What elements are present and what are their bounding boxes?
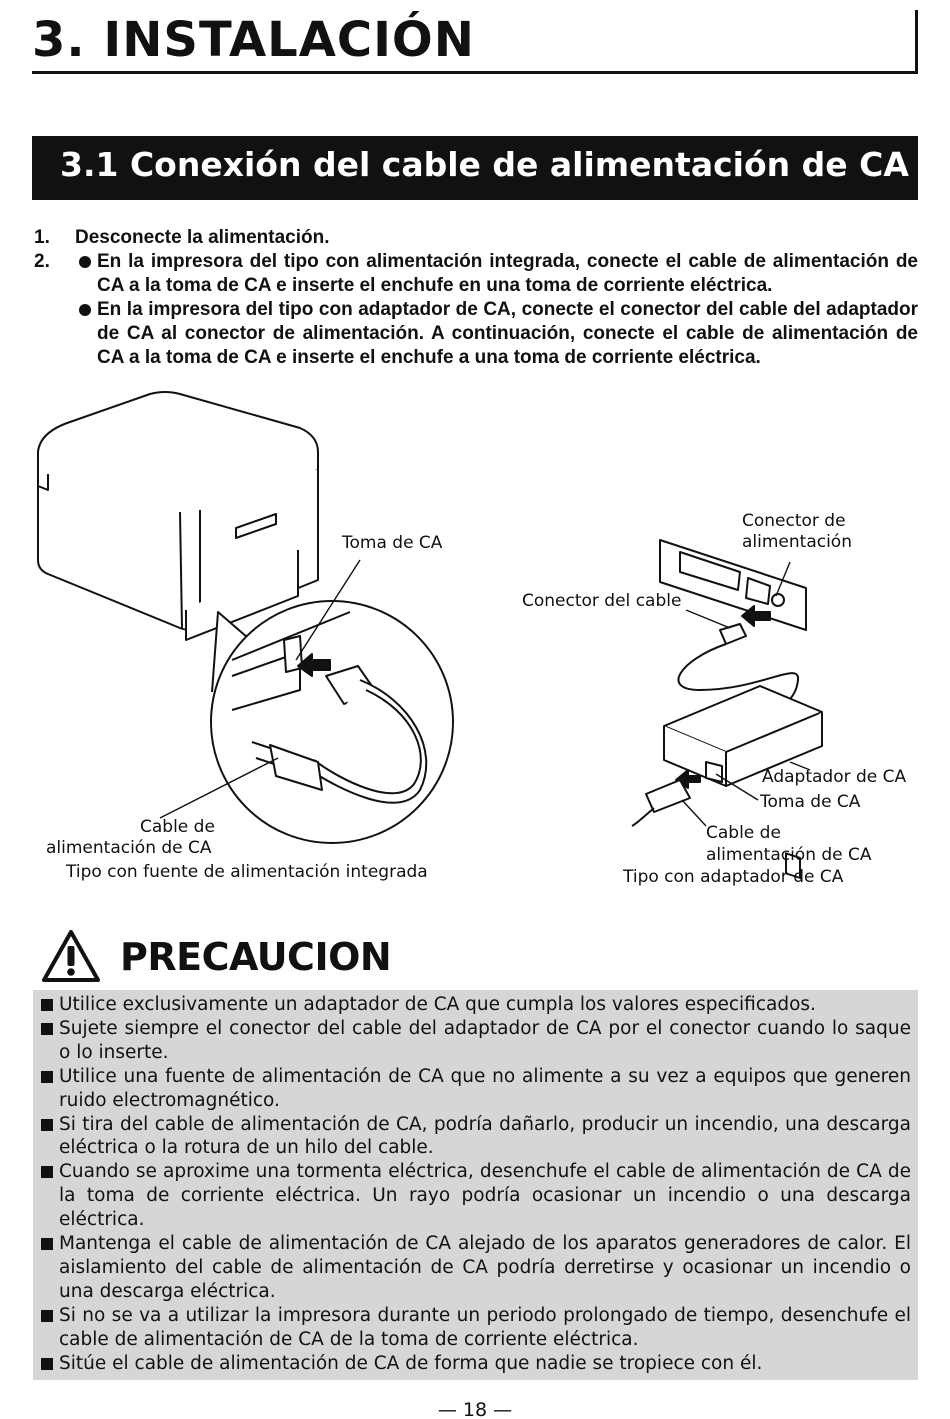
label-conector-del-cable: Conector del cable — [522, 591, 682, 611]
figure-caption-left: Tipo con fuente de alimentación integrada — [66, 862, 428, 882]
square-bullet-icon — [41, 1023, 53, 1035]
label-toma-de-ca-left: Toma de CA — [342, 533, 443, 553]
printer-illustration — [38, 392, 318, 640]
figure-caption-right: Tipo con adaptador de CA — [623, 867, 844, 887]
caution-text: Si tira del cable de alimentación de CA, podría dañarlo, producir un incendio, una descarga eléctrica o la rotura de un hilo del cable. — [59, 1113, 911, 1159]
section-title: 3.1 Conexión del cable de alimentación de CA — [32, 136, 918, 200]
caution-text: Sitúe el cable de alimentación de CA de forma que nadie se tropiece con él. — [59, 1352, 763, 1374]
caution-item — [40, 1304, 911, 1352]
caution-item — [40, 1017, 911, 1065]
chapter-title: 3. INSTALACIÓN — [32, 10, 918, 74]
bullet-dot-icon — [79, 256, 91, 268]
warning-triangle-icon — [40, 928, 102, 984]
square-bullet-icon — [41, 1071, 53, 1083]
caution-text: Si no se va a utilizar la impresora durante un periodo prolongado de tiempo, desenchufe el cable de alimentación de CA de la toma de corriente eléctrica. — [59, 1304, 911, 1350]
step-1 — [34, 226, 918, 250]
label-toma-de-ca-right: Toma de CA — [760, 792, 861, 812]
square-bullet-icon — [41, 999, 53, 1011]
square-bullet-icon — [41, 1166, 53, 1178]
bullet-item — [75, 250, 918, 298]
instruction-steps — [34, 226, 918, 370]
caution-item — [40, 1232, 911, 1304]
bullet-text: En la impresora del tipo con alimentación integrada, conecte el cable de alimentación de CA a la toma de CA e inserte el enchufe en una toma de corriente eléctrica. — [97, 251, 918, 296]
caution-item — [40, 993, 911, 1017]
step-number: 1. — [34, 227, 50, 248]
square-bullet-icon — [41, 1358, 53, 1370]
magnifier-detail — [211, 601, 453, 843]
label-cable-right-line1: Cable de — [706, 823, 781, 843]
label-cable-right-line2: alimentación de CA — [706, 845, 872, 865]
caution-text: Sujete siempre el conector del cable del adaptador de CA por el conector cuando lo saque o lo inserte. — [59, 1017, 911, 1063]
caution-item — [40, 1113, 911, 1161]
bullet-item — [75, 298, 918, 370]
caution-text: Utilice exclusivamente un adaptador de CA que cumpla los valores especificados. — [59, 994, 816, 1015]
step-2 — [34, 250, 918, 370]
square-bullet-icon — [41, 1238, 53, 1250]
caution-item — [40, 1352, 911, 1376]
caution-text: Utilice una fuente de alimentación de CA que no alimente a su vez a equipos que generen ruido electromagnético. — [59, 1065, 911, 1111]
label-adaptador-de-ca: Adaptador de CA — [762, 767, 907, 787]
step-text: Desconecte la alimentación. — [75, 227, 330, 248]
square-bullet-icon — [41, 1310, 53, 1322]
page-number: — 18 — — [437, 1399, 513, 1419]
caution-box — [33, 990, 918, 1380]
label-conector-alimentacion-line1: Conector de — [742, 511, 846, 531]
caution-title: PRECAUCION — [120, 935, 392, 979]
label-cable-left-line2: alimentación de CA — [46, 838, 212, 858]
caution-item — [40, 1160, 911, 1232]
label-cable-left-line1: Cable de — [140, 817, 215, 837]
caution-text: Cuando se aproxime una tormenta eléctrica, desenchufe el cable de alimentación de CA de la toma de corriente eléctrica. Un rayo podría ocasionar un incendio o una descarga eléctrica. — [59, 1161, 911, 1231]
label-conector-alimentacion-line2: alimentación — [742, 532, 852, 552]
step-number: 2. — [34, 251, 50, 272]
caution-item — [40, 1065, 911, 1113]
square-bullet-icon — [41, 1119, 53, 1131]
caution-text: Mantenga el cable de alimentación de CA alejado de los aparatos generadores de calor. El aislamiento del cable de alimentación de CA podría derretirse y ocasionar un incendio o una descarga eléctrica. — [59, 1233, 911, 1302]
bullet-dot-icon — [79, 304, 91, 316]
bullet-text: En la impresora del tipo con adaptador de CA, conecte el conector del cable del adaptador de CA al conector de alimentación. A continuación, conecte el cable de alimentación de CA a la toma de CA e inserte el enchufe a una toma de corriente eléctrica. — [97, 299, 918, 368]
